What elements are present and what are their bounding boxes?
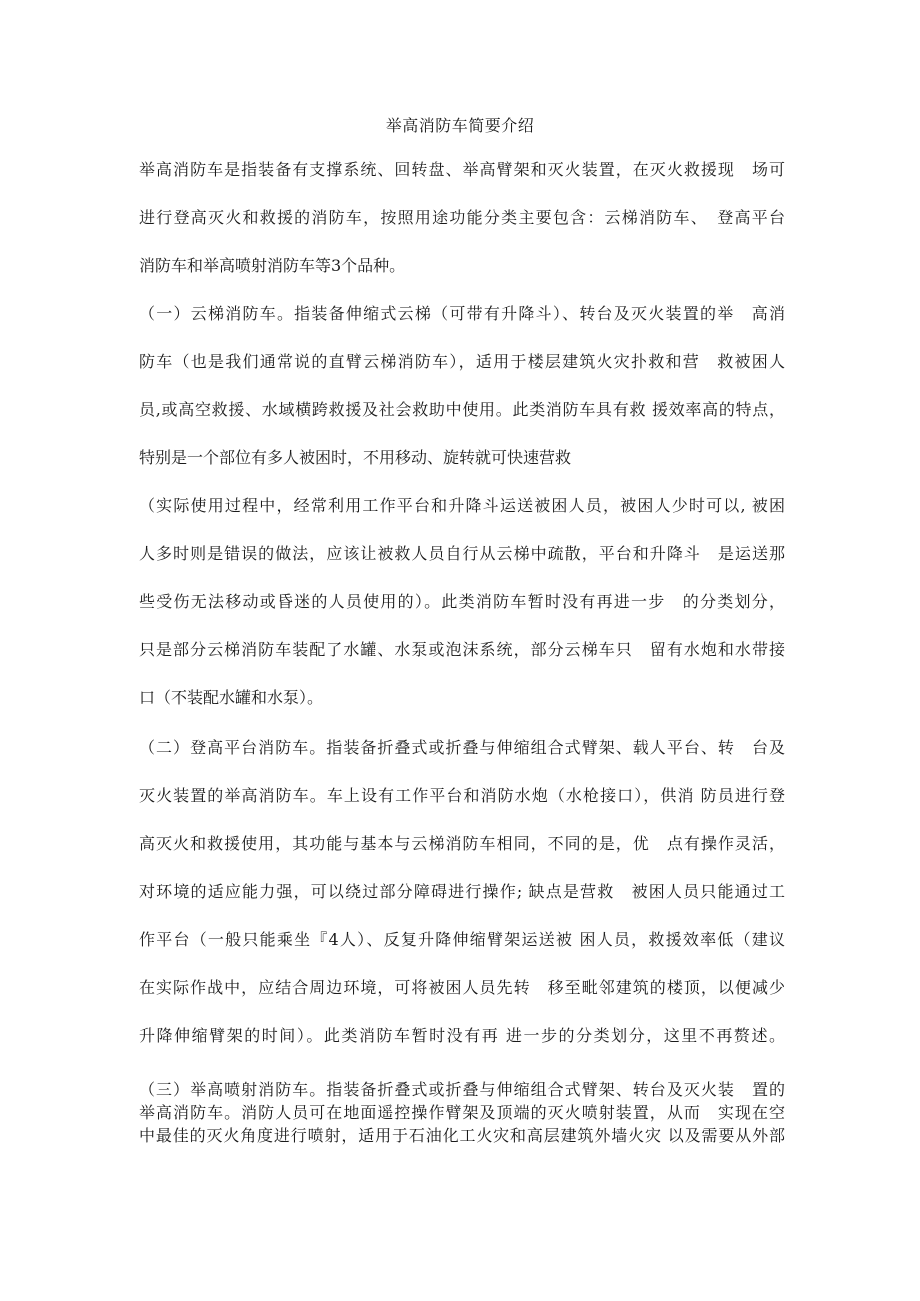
paragraph-line: 防车（也是我们通常说的直臂云梯消防车），适用于楼层建筑火灾扑救和营 救被困人	[139, 352, 785, 371]
paragraph-line: （一）云梯消防车。指装备伸缩式云梯（可带有升降斗）、转台及灭火装置的举 高消	[139, 304, 785, 323]
paragraph-line: 特别是一个部位有多人被困时，不用移动、旋转就可快速营救	[139, 448, 572, 467]
paragraph-line: 些受伤无法移动或昏迷的人员使用的）。此类消防车暂时没有再进一步 的分类划分，	[139, 592, 785, 611]
paragraph-line: 进行登高灭火和救援的消防车，按照用途功能分类主要包含：云梯消防车、 登高平台	[139, 208, 785, 227]
paragraph-line: 举高消防车。消防人员可在地面遥控操作臂架及顶端的灭火喷射装置，从而 实现在空	[139, 1103, 785, 1122]
page-title: 举高消防车简要介绍	[385, 116, 535, 135]
paragraph-line: 只是部分云梯消防车装配了水罐、水泵或泡沫系统，部分云梯车只 留有水炮和水带接	[139, 640, 785, 659]
paragraph-line: 高灭火和救援使用，其功能与基本与云梯消防车相同，不同的是，优 点有操作灵活，	[139, 834, 785, 853]
paragraph-line: 员,或高空救援、水域横跨救援及社会救助中使用。此类消防车具有救 援效率高的特点，	[139, 400, 785, 419]
paragraph-line: 升降伸缩臂架的时间）。此类消防车暂时没有再 进一步的分类划分，这里不再赘述。	[139, 1026, 785, 1045]
paragraph-line: 灭火装置的举高消防车。车上设有工作平台和消防水炮（水枪接口），供消 防员进行登	[139, 786, 785, 805]
paragraph-line: 消防车和举高喷射消防车等3个品种。	[139, 256, 406, 275]
paragraph-line: 作平台（一般只能乘坐『4人）、反复升降伸缩臂架运送被 困人员，救援效率低（建议	[139, 930, 785, 949]
paragraph-line: （实际使用过程中，经常利用工作平台和升降斗运送被困人员，被困人少时可以, 被困	[139, 496, 785, 515]
paragraph-line: 口（不装配水罐和水泵）。	[139, 688, 324, 707]
paragraph-line: （三）举高喷射消防车。指装备折叠式或折叠与伸缩组合式臂架、转台及灭火装 置的	[139, 1080, 785, 1099]
paragraph-line: 中最佳的灭火角度进行喷射，适用于石油化工火灾和高层建筑外墙火灾 以及需要从外部	[139, 1126, 785, 1145]
paragraph-line: 人多时则是错误的做法，应该让被救人员自行从云梯中疏散，平台和升降斗 是运送那	[139, 544, 785, 563]
paragraph-line: （二）登高平台消防车。指装备折叠式或折叠与伸缩组合式臂架、载人平台、转 台及	[139, 738, 785, 757]
paragraph-line: 在实际作战中，应结合周边环境，可将被困人员先转 移至毗邻建筑的楼顶，以便减少	[139, 978, 785, 997]
paragraph-line: 对环境的适应能力强，可以绕过部分障碍进行操作; 缺点是营救 被困人员只能通过工	[139, 882, 785, 901]
paragraph-line: 举高消防车是指装备有支撑系统、回转盘、举高臂架和灭火装置，在灭火救援现 场可	[139, 160, 785, 179]
